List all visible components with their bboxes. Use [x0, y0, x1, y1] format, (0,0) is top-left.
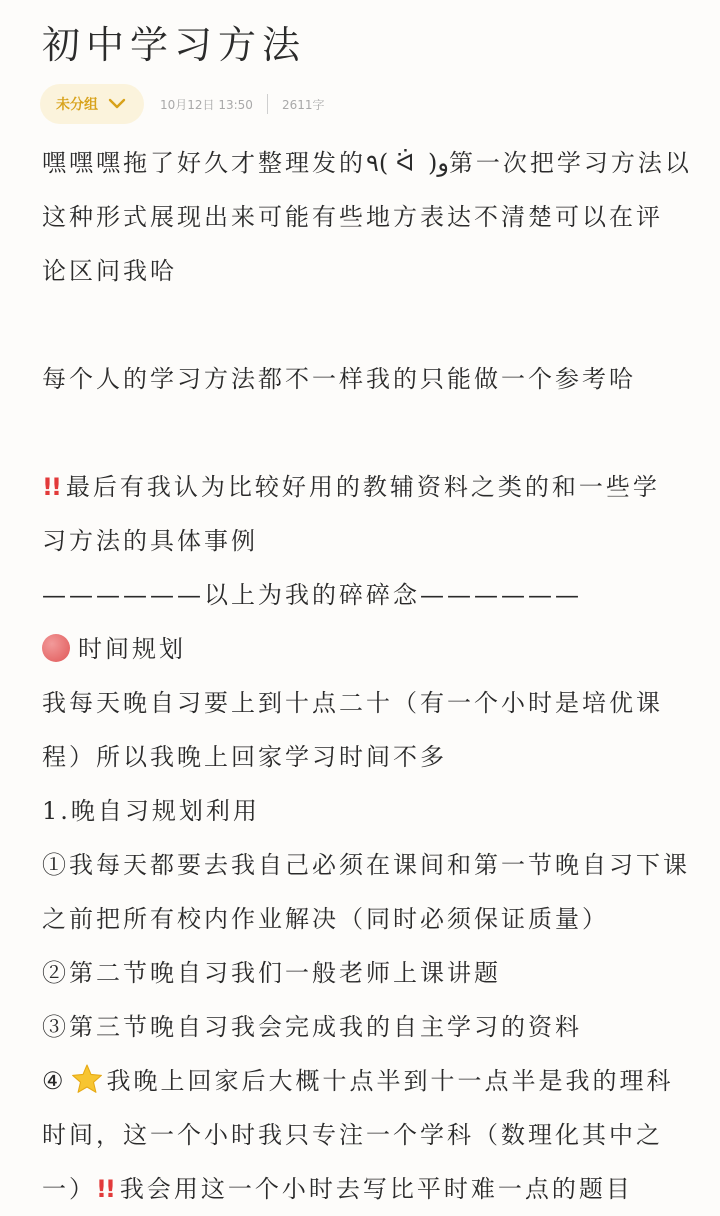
body-line: 我每天晚自习要上到十点二十（有一个小时是培优课: [42, 689, 663, 717]
double-exclamation-icon: !!: [42, 473, 60, 501]
divider-line: ——————以上为我的碎碎念——————: [42, 581, 582, 609]
blank-line: [42, 406, 692, 460]
body-line: [42, 460, 692, 514]
note-title: 初中学习方法: [42, 23, 307, 67]
body-line: ②第二节晚自习我们一般老师上课讲题: [42, 959, 501, 987]
word-count: 2611字: [281, 97, 325, 112]
group-selector[interactable]: [40, 84, 144, 124]
red-circle-icon: [42, 634, 70, 662]
meta-divider: [267, 94, 268, 114]
section-heading: [42, 622, 692, 676]
body-line: 时间，这一个小时我只专注一个学科（数理化其中之: [42, 1121, 663, 1149]
body-line: ③第三节晚自习我会完成我的自主学习的资料: [42, 1013, 582, 1041]
note-date: 10月12日 13:50: [160, 97, 253, 112]
star-icon: [71, 1063, 103, 1095]
body-text: 最后有我认为比较好用的教辅资料之类的和一些学: [65, 473, 660, 501]
note-meta: [40, 84, 324, 124]
body-line: 论区问我哈: [42, 257, 177, 285]
body-line: 每个人的学习方法都不一样我的只能做一个参考哈: [42, 365, 636, 393]
chevron-down-icon: [108, 98, 126, 110]
body-line: 嘿嘿嘿拖了好久才整理发的٩( ᐛ )و第一次把学习方法以: [42, 149, 692, 177]
body-text: 一）: [42, 1175, 96, 1203]
body-line: [42, 1054, 692, 1108]
blank-line: [42, 298, 692, 352]
body-line: 1.晚自习规划利用: [42, 797, 260, 825]
body-line: 习方法的具体事例: [42, 527, 258, 555]
section-heading-text: 时间规划: [78, 635, 186, 663]
body-line: [42, 1162, 692, 1216]
body-text: 我晚上回家后大概十点半到十一点半是我的理科: [106, 1067, 674, 1095]
double-exclamation-icon: !!: [96, 1175, 114, 1203]
note-body[interactable]: [42, 136, 692, 1216]
body-line: 之前把所有校内作业解决（同时必须保证质量）: [42, 905, 609, 933]
body-text: 我会用这一个小时去写比平时难一点的题目: [119, 1175, 633, 1203]
body-line: 程）所以我晚上回家学习时间不多: [42, 743, 447, 771]
group-label: 未分组: [56, 97, 98, 113]
body-line: 这种形式展现出来可能有些地方表达不清楚可以在评: [42, 203, 663, 231]
body-line: ①我每天都要去我自己必须在课间和第一节晚自习下课: [42, 851, 690, 879]
list-marker: ④: [42, 1067, 67, 1095]
